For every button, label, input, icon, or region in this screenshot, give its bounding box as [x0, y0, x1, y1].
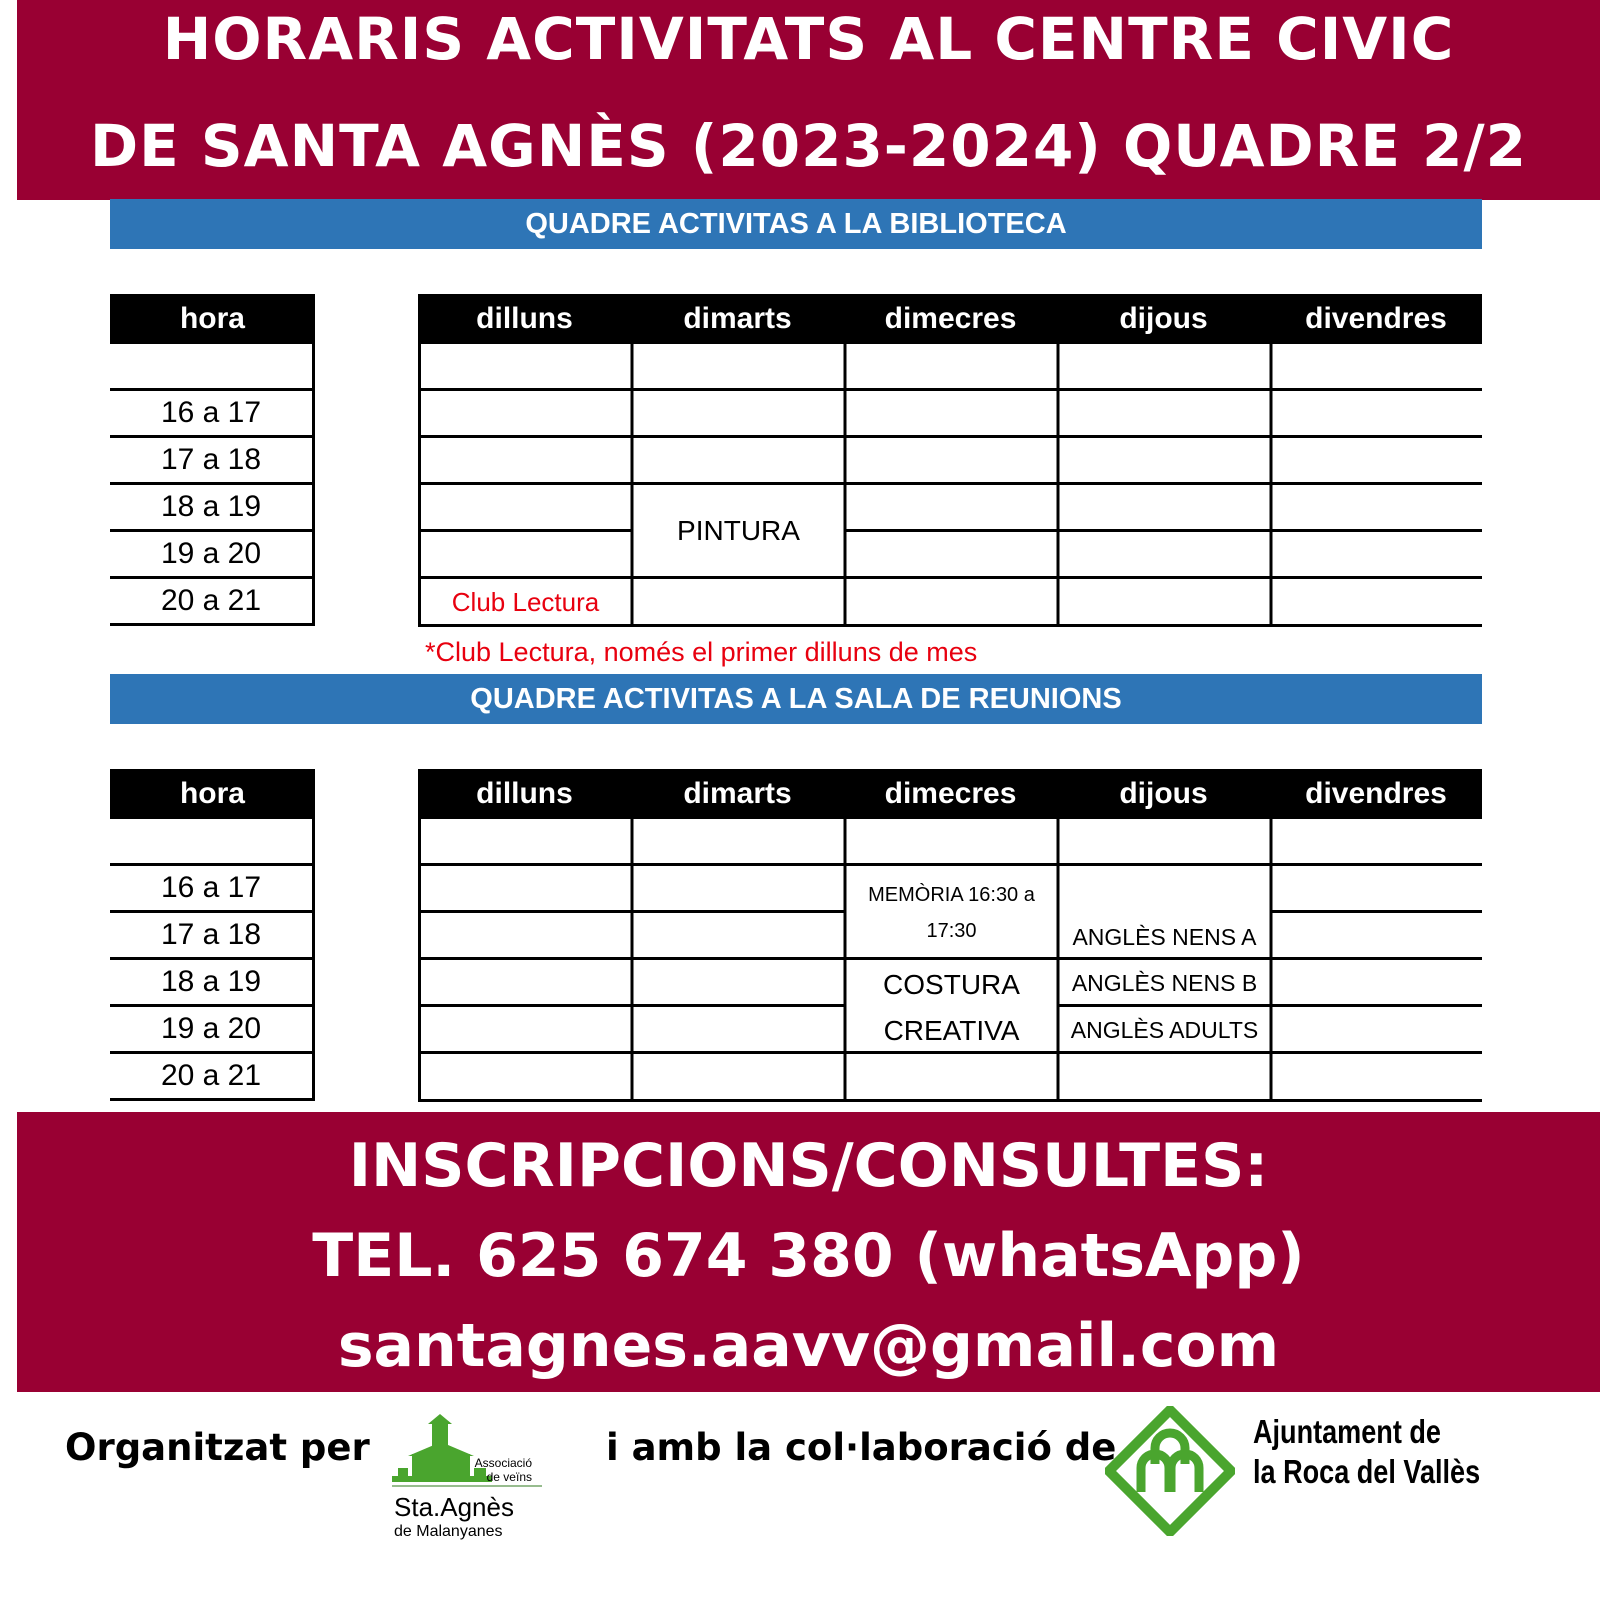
- hour-header: hora: [110, 769, 315, 819]
- association-logo-line-3: Sta.Agnès: [394, 1492, 514, 1522]
- day-header-wednesday: dimecres: [884, 302, 1017, 335]
- title-line-1: HORARIS ACTIVITATS AL CENTRE CIVIC: [162, 5, 1455, 73]
- hour-row: 17 a 18: [110, 913, 315, 960]
- ajuntament-emblem-icon: [1105, 1406, 1235, 1536]
- ajuntament-name-line-2: la Roca del Vallès: [1253, 1453, 1481, 1490]
- hour-row: 19 a 20: [110, 1007, 315, 1054]
- activity-pintura: PINTURA: [677, 515, 800, 546]
- hour-row: [110, 819, 315, 866]
- day-header-wednesday: dimecres: [884, 777, 1017, 810]
- hour-row: 16 a 17: [110, 866, 315, 913]
- ajuntament-name-line-1: Ajuntament de: [1253, 1413, 1441, 1450]
- day-header-friday: divendres: [1305, 777, 1447, 810]
- ajuntament-logo: [1105, 1406, 1235, 1536]
- title-banner: [17, 0, 1600, 200]
- activity-angles-nens-a: ANGLÈS NENS A: [1072, 924, 1257, 950]
- hour-row: 20 a 21: [110, 1054, 315, 1101]
- activity-memoria-line-2: 17:30: [926, 920, 977, 942]
- activity-costura-line-1: COSTURA: [883, 969, 1020, 1000]
- hour-row: 19 a 20: [110, 532, 315, 579]
- hour-row: 16 a 17: [110, 391, 315, 438]
- title-line-2: DE SANTA AGNÈS (2023-2024) QUADRE 2/2: [89, 112, 1528, 180]
- contact-phone: TEL. 625 674 380 (whatsApp): [312, 1221, 1305, 1291]
- day-header-row: [418, 769, 1482, 819]
- schedule-grid-biblioteca: [418, 344, 1482, 629]
- hour-row: 17 a 18: [110, 438, 315, 485]
- activity-club-lectura: Club Lectura: [451, 587, 600, 617]
- contact-line-1: INSCRIPCIONS/CONSULTES:: [348, 1131, 1269, 1201]
- day-header-row: [418, 294, 1482, 344]
- association-logo-line-1: Associació: [474, 1456, 532, 1470]
- day-header-thursday: dijous: [1119, 777, 1208, 810]
- hour-row: 18 a 19: [110, 960, 315, 1007]
- footer: [0, 1392, 1600, 1600]
- day-header-monday: dilluns: [476, 302, 573, 335]
- section-title-biblioteca: QUADRE ACTIVITAS A LA BIBLIOTECA: [110, 199, 1482, 249]
- day-header-friday: divendres: [1305, 302, 1447, 335]
- collaboration-label: i amb la col·laboració de: [606, 1426, 1117, 1469]
- association-logo-line-2: de veïns: [486, 1470, 532, 1484]
- activity-costura-line-2: CREATIVA: [883, 1015, 1020, 1046]
- contact-banner: [17, 1112, 1600, 1392]
- contact-email: santagnes.aavv@gmail.com: [337, 1311, 1280, 1381]
- day-header-tuesday: dimarts: [683, 777, 792, 810]
- schedule-grid-sala-reunions: [418, 819, 1482, 1104]
- hour-header: hora: [110, 294, 315, 344]
- day-header-tuesday: dimarts: [683, 302, 792, 335]
- hour-row: [110, 344, 315, 391]
- hour-row: 18 a 19: [110, 485, 315, 532]
- activity-costura-creativa: [845, 962, 1058, 1054]
- activity-memoria-line-1: MEMÒRIA 16:30 a: [868, 884, 1035, 906]
- association-logo: [392, 1414, 542, 1554]
- organized-by-label: Organitzat per: [65, 1426, 370, 1469]
- hour-row: 20 a 21: [110, 579, 315, 626]
- activity-angles-nens-b: ANGLÈS NENS B: [1071, 970, 1258, 996]
- activity-angles-adults: ANGLÈS ADULTS: [1070, 1017, 1259, 1043]
- activity-memoria: [845, 877, 1058, 949]
- day-header-thursday: dijous: [1119, 302, 1208, 335]
- club-lectura-note: *Club Lectura, només el primer dilluns de mes: [425, 637, 978, 667]
- day-header-monday: dilluns: [476, 777, 573, 810]
- association-logo-line-4: de Malanyanes: [394, 1523, 503, 1540]
- section-title-sala-reunions: QUADRE ACTIVITAS A LA SALA DE REUNIONS: [110, 674, 1482, 724]
